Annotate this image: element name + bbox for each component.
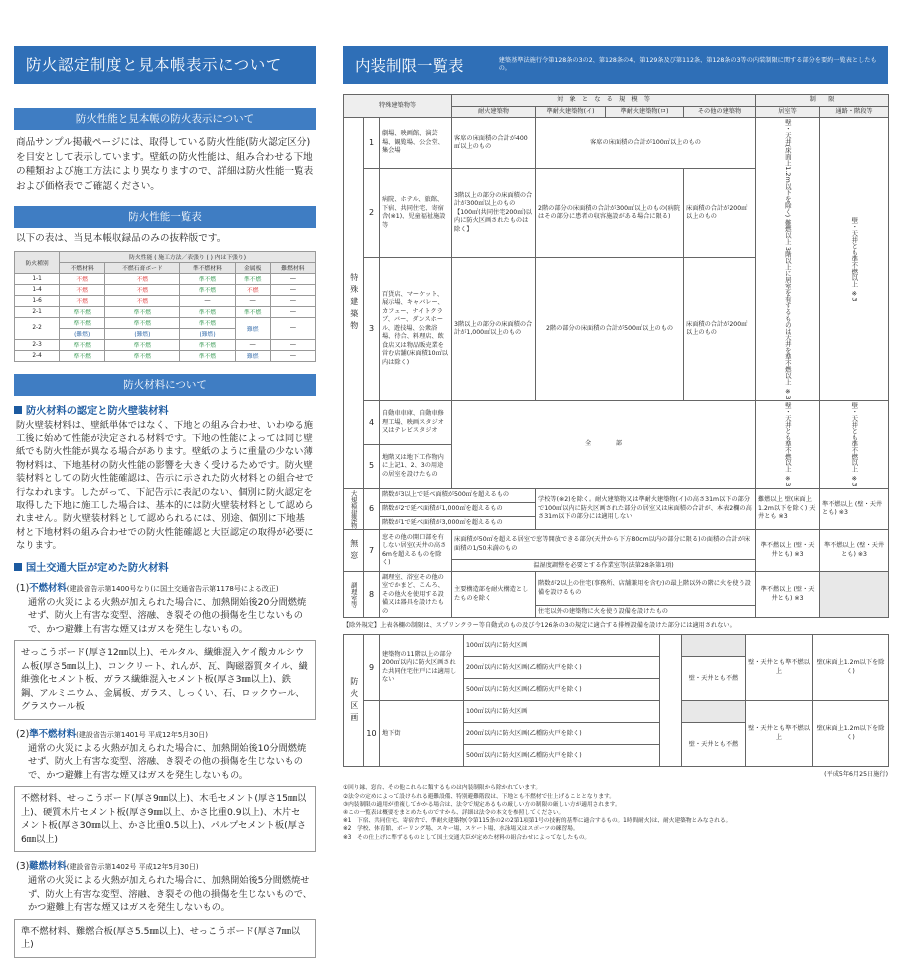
limit-corridor-cell: 準不燃以上 (壁・天井とも) ※3 [820,530,889,572]
head-corridor: 通路・階段等 [820,106,889,118]
row-number: 4 [364,401,380,445]
perf-cell: 不燃 [60,273,105,284]
perf-cell: 不燃 [105,295,180,306]
perf-cell: ― [235,339,270,350]
perf-cell: 準不燃 [235,273,270,284]
perf-cell: ― [270,339,315,350]
footnote: ※3 その仕上げに準ずるものとして国土交通大臣が定めた材料の組合わせによってなしたもの。 [343,834,591,841]
scale-cell: 100㎡以内に防火区画 [464,635,660,657]
subhead-text: 国土交通大臣が定めた防火材料 [26,562,169,574]
use-cell: 百貨店、マーケット、展示場、キャバレー、カフェー、ナイトクラブ、バー、ダンスホール、遊技場、公衆浴場、待合、料理店、飲食店又は物品販売業を営む店舗(床面積10㎡以内は除く) [380,257,452,400]
material-1-box: せっこうボード(厚さ12㎜以上)、モルタル、繊維混入ケイ酸カルシウム板(厚さ5㎜以上)、コンクリート、れんが、瓦、陶磁器質タイル、繊維強化セメント板、ガラス繊維混入セメント板(厚さ3㎜以上)、鉄鋼、アルミニウム、金属板、ガラス、しっくい、石、ロックウール、グラスウール板 [14,640,316,720]
subhead-ministry [14,559,316,574]
performance-table [14,251,316,362]
limit-empty [682,635,746,657]
head-limit: 制 限 [756,95,889,107]
section-header-materials: 防火材料について [14,374,316,396]
head-building: 特殊建築物等 [344,95,452,118]
perf-cell: 不燃 [60,284,105,295]
perf-cell: 準不燃 [180,284,235,295]
table-row [15,339,316,350]
scale-cell: 客席の床面積の合計が100㎡以上のもの [536,118,756,169]
perf-cell: 準不燃 [105,306,180,317]
material-1-head [16,580,316,594]
perf-cell: 難燃 [235,350,270,361]
perf-cell: ― [270,284,315,295]
exception-cell: 学校等(※2)を除く。耐火建築物又は準耐火建築物(イ)の高さ31m以下の部分で100㎡以内に防火区画された部分の居室又は床面積の合計が、本表2欄の高さ31m以下の部分には適用しない [536,488,756,529]
table-row [344,701,889,723]
material-1-text: 通常の火災による火熱が加えられた場合に、加熱開始後20分間燃焼せず、防火上有害な変型、溶融、き裂その他の損傷を生じないもので、かつ避難上有害な煙又はガスを発生しないもの。 [28,596,307,635]
group-special: 特殊建築物 [344,118,364,489]
table-row [344,488,889,502]
table-row [15,295,316,306]
head-room: 居室等 [756,106,820,118]
row-number: 10 [364,701,380,767]
limit-cell: 壁(床面上1.2m以下を除く) [813,635,889,701]
scale-cell: 3階以上の部分の床面積の合計が1,000㎡以上のもの [452,257,536,400]
perf-cell: ― [270,350,315,361]
material-label: (2) [16,728,30,740]
footnote: ③内装制限の適用が重複してかかる場合は、法令で規定あるもの厳しい方の制限の厳しい方が適用されます。 [343,801,621,808]
material-name: 不燃材料 [29,582,67,594]
scale-cell: 2階の部分の床面積の合計が500㎡以上のもの [536,257,684,400]
perf-cell: ― [235,295,270,306]
perf-cell: 準不燃 [60,306,105,317]
scale-cell: 階数が2で延べ面積が1,000㎡を超えるもの [380,502,536,516]
footnote: ※2 学校、体育館、ボーリング場、スキー場、スケート場、水泳場又はスポーツの練習場。 [343,826,579,833]
performance-intro: 以下の表は、当見本帳収録品のみの抜粋版です。 [16,233,227,244]
footnotes [343,784,888,841]
use-cell: 自動車車庫、自動車修理工場、映画スタジオ又はテレビスタジオ [380,401,452,445]
head-other: その他の建築物 [684,106,756,118]
limit-room-cell: 準不燃以上 (壁・天井とも) ※3 [756,530,820,572]
limit-cell: 壁・天井とも不燃 [682,723,746,767]
square-bullet-icon [14,563,22,571]
limit-empty [682,701,746,723]
perf-cell: (難燃) [180,328,235,339]
material-3-text: 通常の火災による火熱が加えられた場合に、加熱開始後5分間燃焼せず、防火上有害な変型、溶融、き裂その他の損傷を生じないもので、かつ避難上有害な煙又はガスを発生しないもの。 [28,875,312,914]
scale-cell: 100㎡以内に防火区画 [464,701,660,723]
limit-room-cell: 難燃以上 壁(床面上1.2m以下を除く) 天井とも ※3 [756,488,820,529]
perf-cell: ― [270,273,315,284]
head-fireproof: 耐火建築物 [452,106,536,118]
scale-cell: 床面積が50㎡を超える居室で窓等開放できる部分(天井から下方80cm以内の部分に限る)の面積の合計が床面積の1/50未満のもの [452,530,756,560]
group-kitchen: 調理室等 [344,572,364,618]
row-number: 5 [364,445,380,489]
limit-cell: 壁(床面上1.2m以下を除く) [813,701,889,767]
use-cell: 地階又は地下工作物内に上記1、2、3の用途の居室を設けたもの [380,445,452,489]
material-ref: (建設省告示第1400号なり(に国土交通省告示第1178号による改正) [66,584,279,593]
perf-head-type: 防火種別 [15,251,60,273]
head-semi-b: 準耐火建築物(ロ) [606,106,684,118]
perf-type: 2-1 [15,306,60,317]
perf-type: 1-4 [15,284,60,295]
right-column [343,46,888,842]
material-name: 難燃材料 [29,861,67,873]
row-number: 8 [364,572,380,618]
limit-corridor-cell: 壁・天井とも準不燃以上 ※3 [820,401,889,489]
right-header-note: 建築基準法施行令第128条の3の2、第128条の4、第129条及び第112条、第128条の3等の内装制限に関する部分を要約一覧表としたもの。 [498,57,877,72]
exception-note: 【除外規定】上表各欄の制限は、スプリンクラー等自動式のもの及び令126条の3の規定に適合する排煙設備を設けた部分には適用されない。 [343,622,736,630]
perf-cell: ― [270,317,315,339]
compartment-table [343,634,889,767]
perf-cell: 不燃 [235,284,270,295]
square-bullet-icon [14,406,22,414]
use-cell: 病院、ホテル、旅館、下宿、共同住宅、寄宿舎(※1)、児童福祉施設等 [380,169,452,258]
material-3-box: 準不燃材料、難燃合板(厚さ5.5㎜以上)、せっこうボード(厚さ7㎜以上) [14,919,316,958]
footnote: ※1 下宿、共同住宅、寄宿舎で、準耐火建築物(令第115条の2の2第1項第1号の技術的基準に適合するもの。1時間耐火)は、耐火建築物とみなされる。 [343,818,732,825]
material-2-head [16,726,316,740]
footnote: ④この一覧表は概要をまとめたものですから、詳細は法令の本文を参照してください。 [343,809,565,816]
perf-head-group: 防火性能 ( 施工方法／表張り ( ) 内は下張り) [60,251,316,262]
limit-corridor-cell: 準不燃以上 (壁・天井とも) ※3 [820,488,889,529]
perf-cell: 準不燃 [180,306,235,317]
row-number: 7 [364,530,380,572]
table-row [15,350,316,361]
limit-room-cell: 準不燃以上 (壁・天井とも) ※3 [756,572,820,618]
perf-cell: 準不燃 [235,306,270,317]
perf-cell: 準不燃 [105,317,180,328]
material-ref: (建設省告示第1401号 平成12年5月30日) [76,730,208,739]
perf-cell: 準不燃 [105,339,180,350]
perf-cell: 準不燃 [60,317,105,328]
scale-cell: 主要構造部を耐火構造としたものを除く [452,572,536,618]
limit-corridor-empty [820,572,889,618]
perf-cell: 準不燃 [60,339,105,350]
limit-cell: 壁・天井とも準不燃以上 [746,701,813,767]
section-header-display: 防火性能と見本帳の防火表示について [14,108,316,130]
perf-cell: 不燃 [60,295,105,306]
limit-cell: 壁・天井とも不燃 [682,657,746,701]
material-3-head [16,858,316,872]
head-scale: 対 象 と な る 規 模 等 [452,95,756,107]
head-semi-a: 準耐火建築物(イ) [536,106,606,118]
scale-cell: 2階の部分の床面積の合計が300㎡以上のもの(病院はその部分に患者の収容施設がある場合に限る) [536,169,684,258]
display-description: 商品サンプル掲載ページには、取得している防火性能(防火認定区分)を目安として表示しています。壁紙の防火性能は、組み合わせる下地の種類および施工方法により異なりますので、詳細は防火性能一覧表および価格表でご確認ください。 [16,137,314,192]
perf-col: 難燃材料 [270,262,315,273]
perf-cell: 準不燃 [60,350,105,361]
sprinkler-note [660,635,682,767]
restriction-table [343,94,889,618]
scale-cell: 200㎡以内に防火区画(乙種防火戸を除く) [464,723,660,745]
perf-cell: 準不燃 [180,273,235,284]
table-row [15,273,316,284]
scale-cell: 200㎡以内に防火区画(乙種防火戸を除く) [464,657,660,679]
perf-cell: 不燃 [105,273,180,284]
perf-type: 1-6 [15,295,60,306]
perf-cell: 難燃 [235,317,270,339]
scale-cell: 階数が2以上の住宅(事務所、店舗兼用を含む)の最上階以外の階に火を使う設備を設けるもの [536,572,756,606]
perf-col: 準不燃材料 [180,262,235,273]
group-large: 大規模建築物 [344,488,364,529]
right-page-title: 内装制限一覧表 [355,57,464,75]
scale-cell: 温湿度調整を必要とする作業室等(法第28条第1項) [452,560,756,572]
limit-cell: 壁・天井とも準不燃以上 [746,635,813,701]
perf-cell: ― [270,295,315,306]
perf-cell: 準不燃 [180,350,235,361]
material-ref: (建設省告示第1402号 平成12年5月30日) [66,863,199,872]
scale-cell: 客席の床面積の合計が400㎡以上のもの [452,118,536,169]
scale-cell: 階数が1で延べ面積が3,000㎡を超えるもの [380,516,536,530]
group-compartment: 防火区画 [344,635,364,767]
effective-date: (平成5年6月25日施行) [824,771,888,779]
right-page-header [343,46,888,84]
table-row [344,530,889,560]
table-row [344,635,889,657]
perf-cell: ― [270,306,315,317]
perf-col: 金属板 [235,262,270,273]
table-row [15,317,316,328]
table-row [344,572,889,606]
material-label: (3) [16,861,30,873]
use-cell: 窓その他の開口部を有しない居室(天井の高さ6mを超えるものを除く) [380,530,452,572]
table-row [15,306,316,317]
perf-col: 不燃材料 [60,262,105,273]
perf-cell: ― [180,295,235,306]
material-2-text: 通常の火災による火熱が加えられた場合に、加熱開始後10分間燃焼せず、防火上有害な変型、溶融、き裂その他の損傷を生じないもので、かつ避難上有害な煙又はガスを発生しないもの。 [28,742,307,781]
perf-col: 不燃石膏ボード [105,262,180,273]
scale-cell: 床面積の合計が200㎡以上のもの [684,169,756,258]
left-page-header: 防火認定制度と見本帳表示について [14,46,316,84]
scale-all-cell: 全 部 [452,401,756,489]
perf-cell: (難燃) [105,328,180,339]
footnote: ①回り縁、窓台、その他これらに類するものは内装制限から除かれています。 [343,785,542,792]
limit-room-cell: 壁・天井とも準不燃以上 ※3 [756,401,820,489]
use-cell: 建築物の11階以上の部分 200㎡以内に防火区画された共同住宅住戸には適用しない [380,635,464,701]
limit-room-cell: 壁・天井(床面上1.2m以下を除く) 難燃以上 3階以上に居室を有するものは天井を準不燃以上 ※3 [756,118,820,401]
use-cell: 調理室、浴室その他の室でかまど、こんろ、その他火を使用する設備又は器具を設けたもの [380,572,452,618]
certification-text: 防火壁装材料は、壁紙単体ではなく、下地との組み合わせ、いわゆる施工後に始めて性能が決定される材料です。下地の性能によっては同じ壁紙でも防火性能が異なる場合があります。壁紙のように重量の少ない薄物材料は、下地基材の防火性能の影響を大きく受けるためです。防火壁装材料としての防火性能確認は、告示に示された防火材料との組合せで行なわれます。したがって、下記告示に表記のない、個別に防火認定を取得した下地に施工した場合は、基本的には防火壁装材料として認められません。防火壁装材料として認められるには、別途、個別に下地基材と下地材料の組み合わせでの防火性能確認と大臣認定の取得が必要になります。 [16,419,314,552]
perf-cell: (難燃) [60,328,105,339]
perf-cell: 準不燃 [180,317,235,328]
scale-cell: 住宅以外の建築物に火を使う設備を設けたもの [536,606,756,618]
row-number: 9 [364,635,380,701]
perf-type: 1-1 [15,273,60,284]
perf-cell: 不燃 [105,284,180,295]
row-number: 6 [364,488,380,529]
scale-cell: 3階以上の部分の床面積の合計が300㎡以上のもの【100㎡(共同住宅200㎡)以内に防火区画されたものは除く】 [452,169,536,258]
row-number: 2 [364,169,380,258]
table-row [15,284,316,295]
scale-cell: 床面積の合計が200㎡以上のもの [684,257,756,400]
section-header-performance: 防火性能一覧表 [14,206,316,228]
perf-type: 2-3 [15,339,60,350]
row-number: 1 [364,118,380,169]
perf-cell: 準不燃 [180,339,235,350]
group-windowless: 無窓 [344,530,364,572]
scale-cell: 500㎡以内に防火区画(乙種防火戸を除く) [464,745,660,767]
subhead-certification [14,402,316,417]
limit-corridor-cell: 壁・天井とも準不燃以上 ※3 [820,118,889,401]
material-label: (1) [16,582,30,594]
row-number: 3 [364,257,380,400]
perf-cell: 準不燃 [105,350,180,361]
table-row [344,401,889,445]
perf-type: 2-2 [15,317,60,339]
material-name: 準不燃材料 [29,728,77,740]
scale-cell: 階数が3以上で延べ面積が500㎡を超えるもの [380,488,536,502]
material-2-box: 不燃材料、せっこうボード(厚さ9㎜以上)、木毛セメント(厚さ15㎜以上)、硬質木片セメント板(厚さ9㎜以上、かさ比重0.9以上)、木片セメント板(厚さ30㎜以上、かさ比重0.5以上)、パルプセメント板(厚さ6㎜以上) [14,786,316,852]
use-cell: 劇場、映画館、演芸場、観覧場、公会堂、集会場 [380,118,452,169]
use-cell: 地下街 [380,701,464,767]
perf-type: 2-4 [15,350,60,361]
scale-cell: 500㎡以内に防火区画(乙種防火戸を除く) [464,679,660,701]
footnote: ②法令の定めによって設けられる避難設備、特別避難階段は、下地とも不燃材で仕上げることとなります。 [343,793,615,800]
left-column [14,46,316,964]
table-row [344,118,889,169]
subhead-text: 防火材料の認定と防火壁装材料 [26,405,169,417]
